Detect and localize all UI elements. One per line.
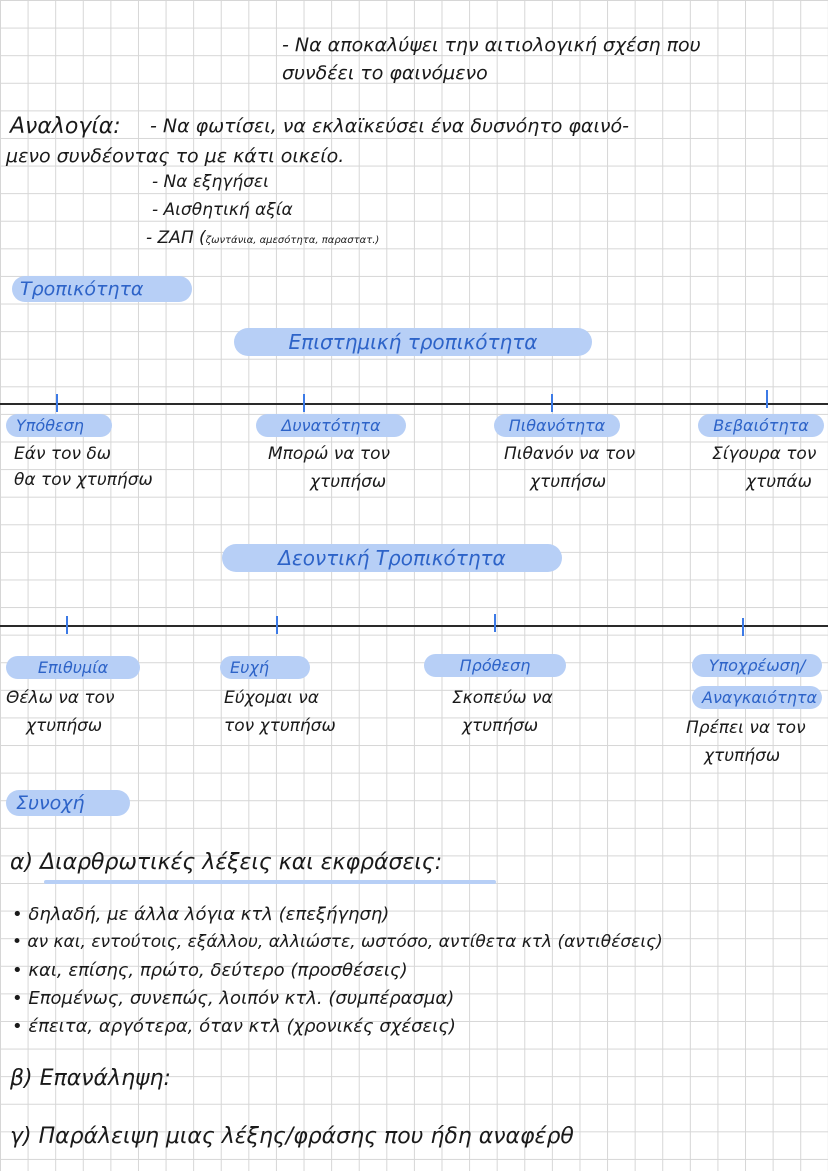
tropikotita-heading: Τροπικότητα bbox=[12, 276, 192, 302]
deontiki-text-3b: χτυπήσω bbox=[462, 716, 539, 736]
analogia-line-2: μενο συνδέοντας το με κάτι οικείο. bbox=[6, 145, 345, 167]
analogia-line-1: - Να φωτίσει, να εκλαϊκεύσει ένα δυσνόητο φαινό- bbox=[150, 115, 629, 137]
epistimiki-tick-3 bbox=[551, 394, 553, 412]
deontiki-text-4a: Πρέπει να τον bbox=[686, 718, 806, 738]
epistimiki-label-3: Πιθανότητα bbox=[494, 414, 620, 437]
epistimiki-text-1b: θα τον χτυπήσω bbox=[14, 470, 153, 490]
epistimiki-label-2: Δυνατότητα bbox=[256, 414, 406, 437]
deontiki-text-1b: χτυπήσω bbox=[26, 716, 103, 736]
deontiki-tick-1 bbox=[66, 616, 68, 634]
epistimiki-tick-1 bbox=[56, 394, 58, 412]
analogia-label: Αναλογία: bbox=[10, 114, 121, 139]
deontiki-tick-4 bbox=[742, 618, 744, 636]
deontiki-text-1a: Θέλω να τον bbox=[6, 688, 115, 708]
deontiki-axis bbox=[0, 625, 828, 627]
deontiki-label-3: Πρόθεση bbox=[424, 654, 566, 677]
deontiki-text-2a: Εύχομαι να bbox=[224, 688, 319, 708]
epistimiki-text-4a: Σίγουρα τον bbox=[712, 444, 817, 464]
epistimiki-text-1a: Εάν τον δω bbox=[14, 444, 112, 464]
synoxi-bullet-2: • αν και, εντούτοις, εξάλλου, αλλιώστε, ωστόσο, αντίθετα κτλ (αντιθέσεις) bbox=[12, 932, 663, 952]
analogia-bullet-2: - Αισθητική αξία bbox=[152, 200, 293, 220]
epistimiki-text-3b: χτυπήσω bbox=[530, 472, 607, 492]
deontiki-tick-3 bbox=[494, 614, 496, 632]
deontiki-label-4: Υποχρέωση/ bbox=[692, 654, 822, 677]
top-line-1: - Να αποκαλύψει την αιτιολογική σχέση που bbox=[282, 34, 701, 56]
deontiki-text-2b: τον χτυπήσω bbox=[224, 716, 336, 736]
epistimiki-title: Επιστημική τροπικότητα bbox=[234, 328, 592, 356]
epistimiki-tick-2 bbox=[303, 394, 305, 412]
deontiki-label-4b: Αναγκαιότητα bbox=[692, 686, 822, 709]
synoxi-heading: Συνοχή bbox=[6, 790, 130, 816]
synoxi-bullet-3: • και, επίσης, πρώτο, δεύτερο (προσθέσεις) bbox=[12, 960, 408, 981]
synoxi-g-title: γ) Παράλειψη μιας λέξης/φράσης που ήδη αναφέρθ bbox=[10, 1124, 574, 1149]
epistimiki-axis bbox=[0, 403, 828, 405]
synoxi-a-title: α) Διαρθρωτικές λέξεις και εκφράσεις: bbox=[10, 850, 443, 875]
epistimiki-tick-4 bbox=[766, 390, 768, 408]
analogia-bullet-1: - Να εξηγήσει bbox=[152, 172, 269, 192]
deontiki-label-2: Ευχή bbox=[220, 656, 310, 679]
epistimiki-text-4b: χτυπάω bbox=[746, 472, 812, 492]
deontiki-label-1: Επιθυμία bbox=[6, 656, 140, 679]
analogia-bullet-3: - ΖΑΠ (ζωντάνια, αμεσότητα, παραστατ.) bbox=[146, 228, 380, 248]
synoxi-bullet-4: • Επομένως, συνεπώς, λοιπόν κτλ. (συμπέρασμα) bbox=[12, 988, 455, 1009]
synoxi-bullet-1: • δηλαδή, με άλλα λόγια κτλ (επεξήγηση) bbox=[12, 904, 390, 925]
zap-note: ζωντάνια, αμεσότητα, παραστατ.) bbox=[205, 235, 380, 246]
synoxi-b-title: β) Επανάληψη: bbox=[10, 1066, 171, 1091]
epistimiki-text-2a: Μπορώ να τον bbox=[268, 444, 390, 464]
epistimiki-label-4: Βεβαιότητα bbox=[698, 414, 824, 437]
epistimiki-text-3a: Πιθανόν να τον bbox=[504, 444, 636, 464]
deontiki-title: Δεοντική Τροπικότητα bbox=[222, 544, 562, 572]
top-line-2: συνδέει το φαινόμενο bbox=[282, 62, 488, 84]
deontiki-tick-2 bbox=[276, 616, 278, 634]
epistimiki-text-2b: χτυπήσω bbox=[310, 472, 387, 492]
synoxi-a-underline bbox=[44, 880, 496, 884]
deontiki-text-3a: Σκοπεύω να bbox=[452, 688, 553, 708]
epistimiki-label-1: Υπόθεση bbox=[6, 414, 112, 437]
synoxi-bullet-5: • έπειτα, αργότερα, όταν κτλ (χρονικές σχέσεις) bbox=[12, 1016, 456, 1037]
deontiki-text-4b: χτυπήσω bbox=[704, 746, 781, 766]
